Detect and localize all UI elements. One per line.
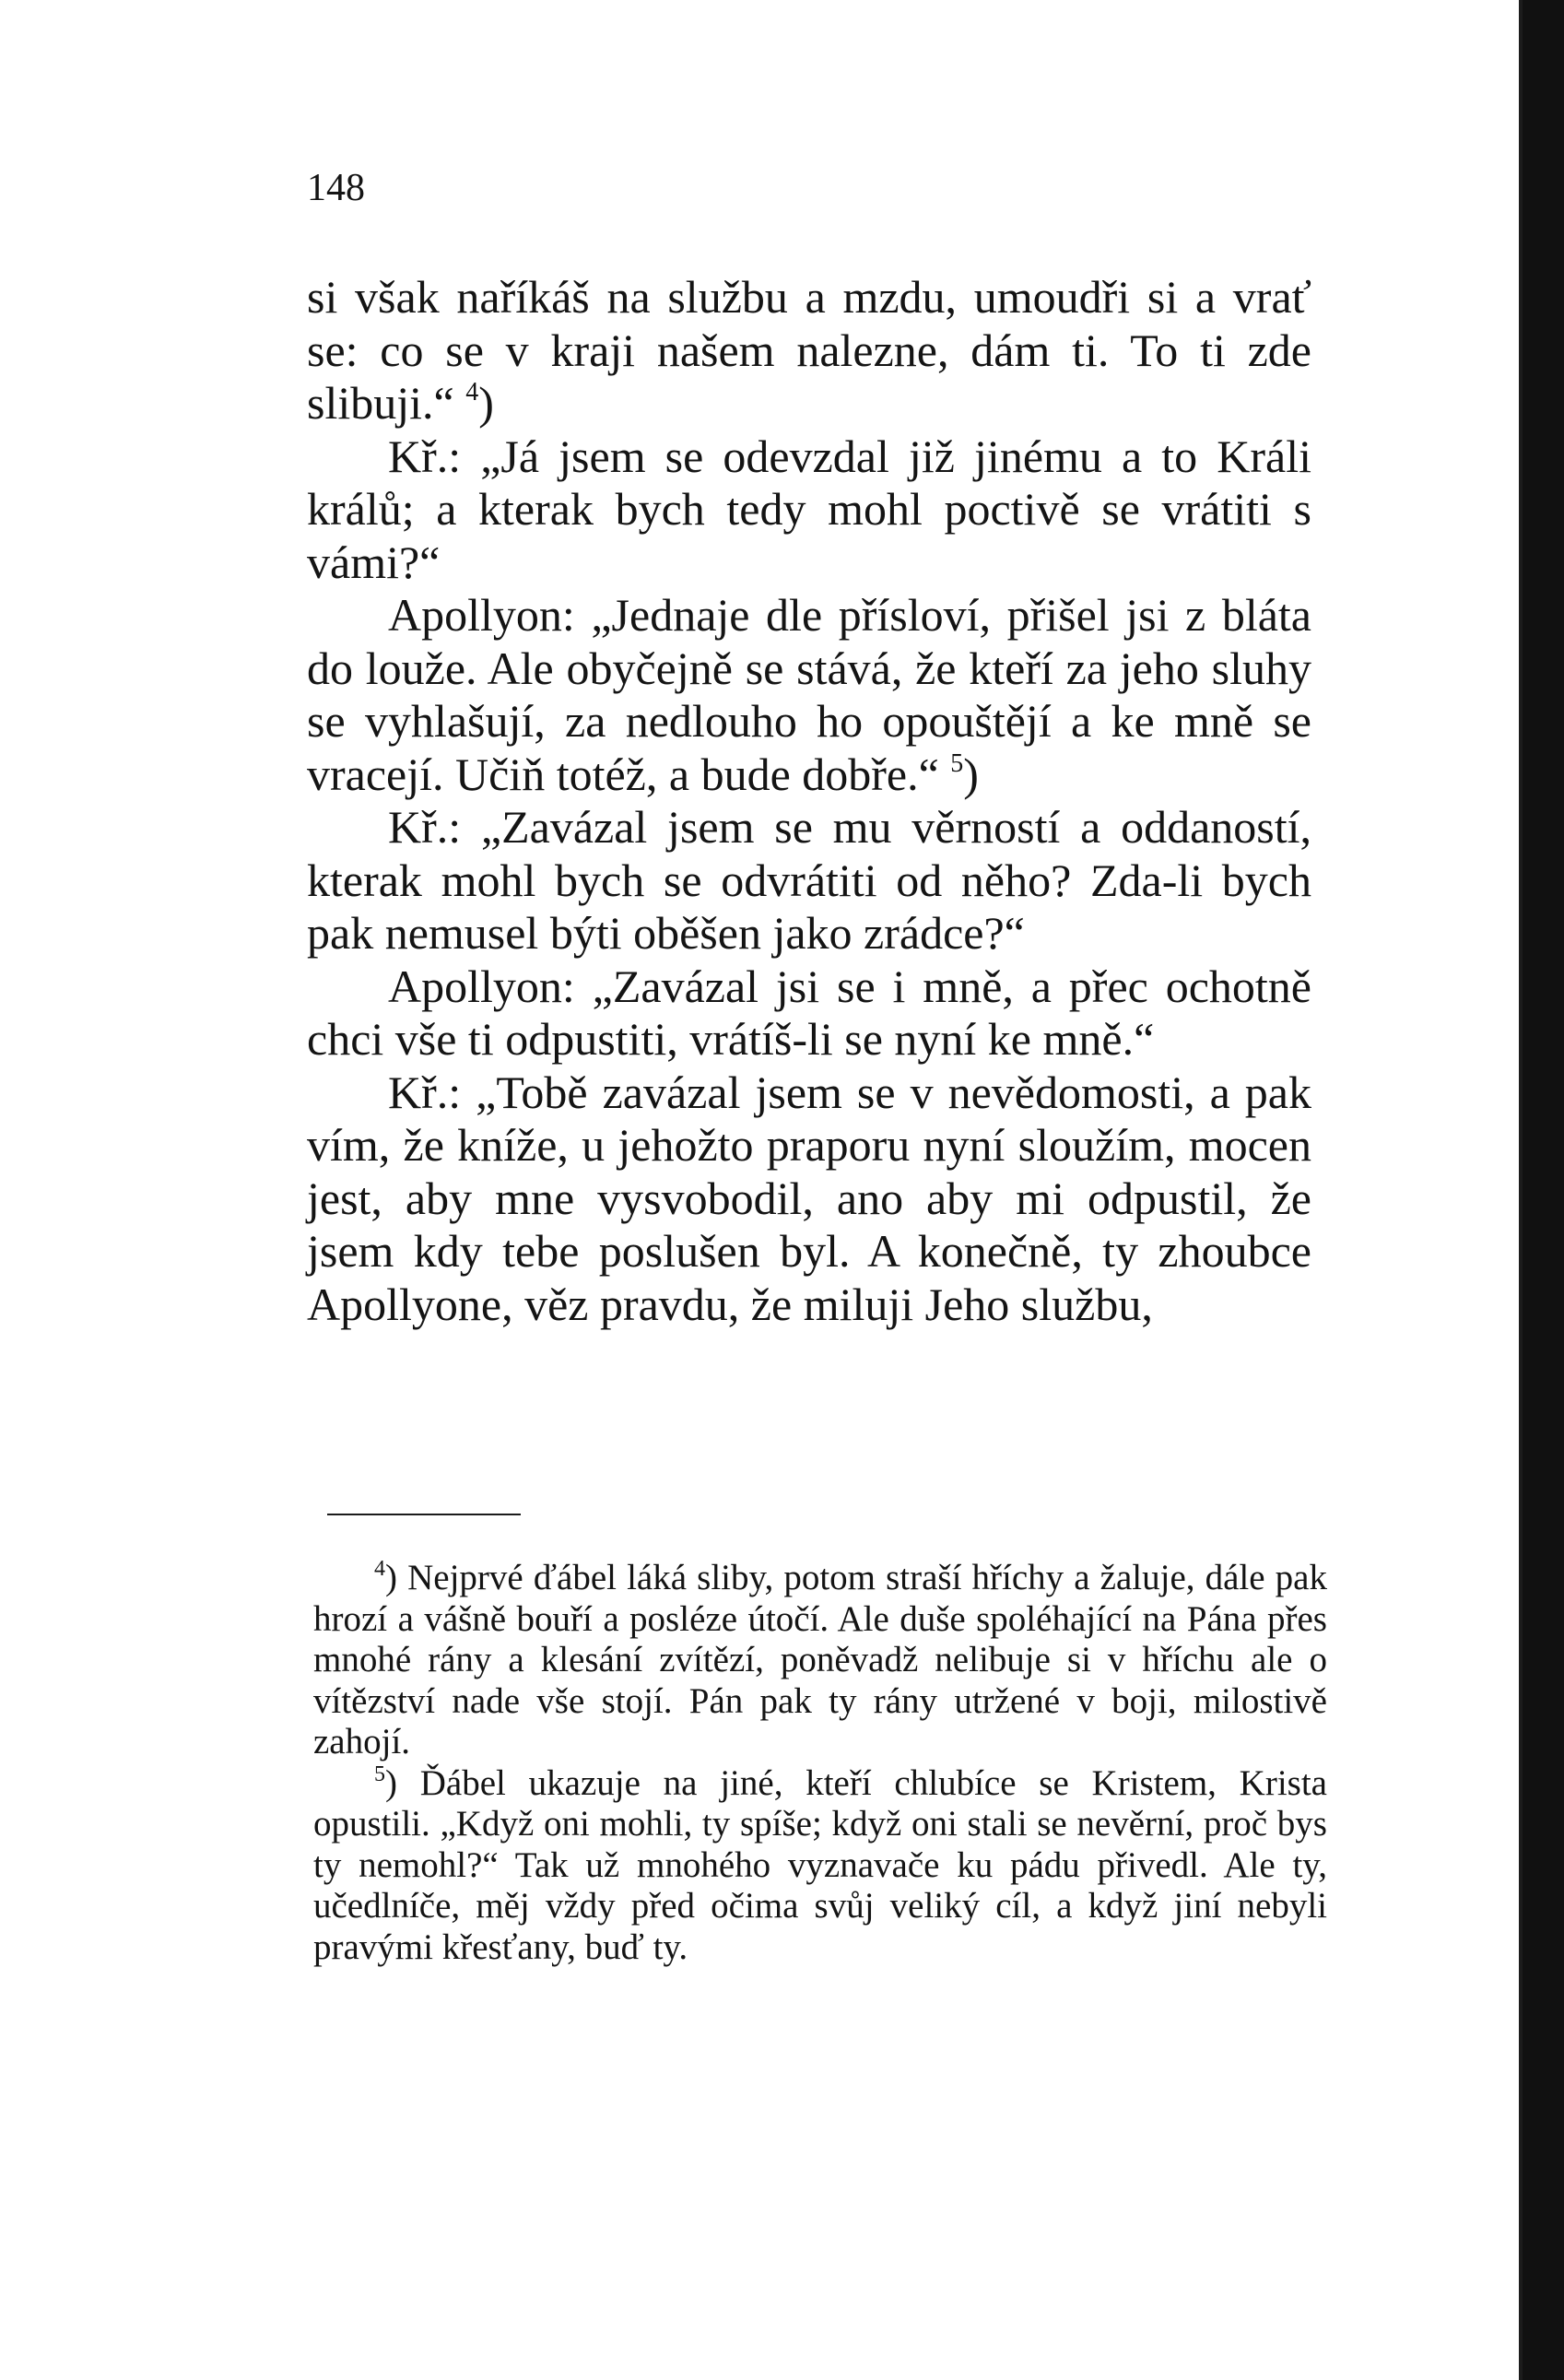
paragraph-3	[307, 589, 1311, 801]
footnote-4-text: Nejprvé ďábel láká sliby, potom straší hříchy a žaluje, dále pak hrozí a vášně bouří a posléze útočí. Ale duše spoléhající na Pána přes mnohé rány a klesání zvítězí, poněvadž nelibuje si v hříchu ale o vítězství nade vše stojí. Pán pak ty rány utržené v boji, milostivě zahojí.	[313, 1558, 1327, 1761]
footnote-mark-paren: )	[385, 1558, 397, 1597]
footnote-reference-4: 4	[465, 378, 479, 406]
page-edge-rule	[1519, 0, 1523, 2380]
footnote-5-text: Ďábel ukazuje na jiné, kteří chlubíce se Kristem, Krista opustili. „Když oni mohli, ty spíše; když oni stali se nevěrní, proč bys ty nemohl?“ Tak už mnohého vyznavače ku pádu přivedl. Ale ty, učedlníče, měj vždy před očima svůj veliký cíl, a když jiní nebyli pravými křesťany, buď ty.	[313, 1762, 1327, 1967]
paragraph-1	[307, 271, 1311, 430]
paragraph-4: Kř.: „Zavázal jsem se mu věrností a oddaností, kterak mohl bych se odvrátiti od něho? Zda-li bych pak nemusel býti oběšen jako zrádce?“	[307, 801, 1311, 959]
footnote-mark-paren: )	[385, 1762, 397, 1803]
footnote-reference-paren: )	[478, 377, 494, 429]
footnote-separator	[327, 1514, 521, 1515]
footnote-4	[313, 1558, 1327, 1763]
paragraph-1-text: si však naříkáš na službu a mzdu, umoudři si a vrať se: co se v kraji našem nalezne, dám ti. To ti zde slibuji.“	[307, 271, 1311, 429]
paragraph-6: Kř.: „Tobě zavázal jsem se v nevědomosti, a pak vím, že kníže, u jehožto praporu nyní sloužím, mocen jest, aby mne vysvobodil, ano aby mi odpustil, že jsem kdy tebe poslušen byl. A konečně, ty zhoubce Apollyone, věz pravdu, že miluji Jeho službu,	[307, 1066, 1311, 1330]
footnotes	[313, 1558, 1327, 1968]
footnote-5	[313, 1763, 1327, 1969]
footnote-reference-5: 5	[950, 748, 964, 778]
body-text	[307, 271, 1311, 1331]
page-number: 148	[307, 167, 365, 209]
footnote-reference-paren: )	[963, 748, 979, 800]
paragraph-3-text: Apollyon: „Jednaje dle přísloví, přišel jsi z bláta do louže. Ale obyčejně se stává, že kteří za jeho sluhy se vyhlašují, za nedlouho ho opouštějí a ke mně se vracejí. Učiň totéž, a bude dobře.“	[307, 589, 1311, 800]
paragraph-2: Kř.: „Já jsem se odevzdal již jinému a to Králi králů; a kterak bych tedy mohl poctivě se vrátiti s vámi?“	[307, 430, 1311, 588]
footnote-mark-4: 4	[374, 1557, 385, 1581]
footnote-mark-5: 5	[374, 1761, 385, 1786]
paragraph-5: Apollyon: „Zavázal jsi se i mně, a přec ochotně chci vše ti odpustiti, vrátíš-li se nyní ke mně.“	[307, 960, 1311, 1065]
